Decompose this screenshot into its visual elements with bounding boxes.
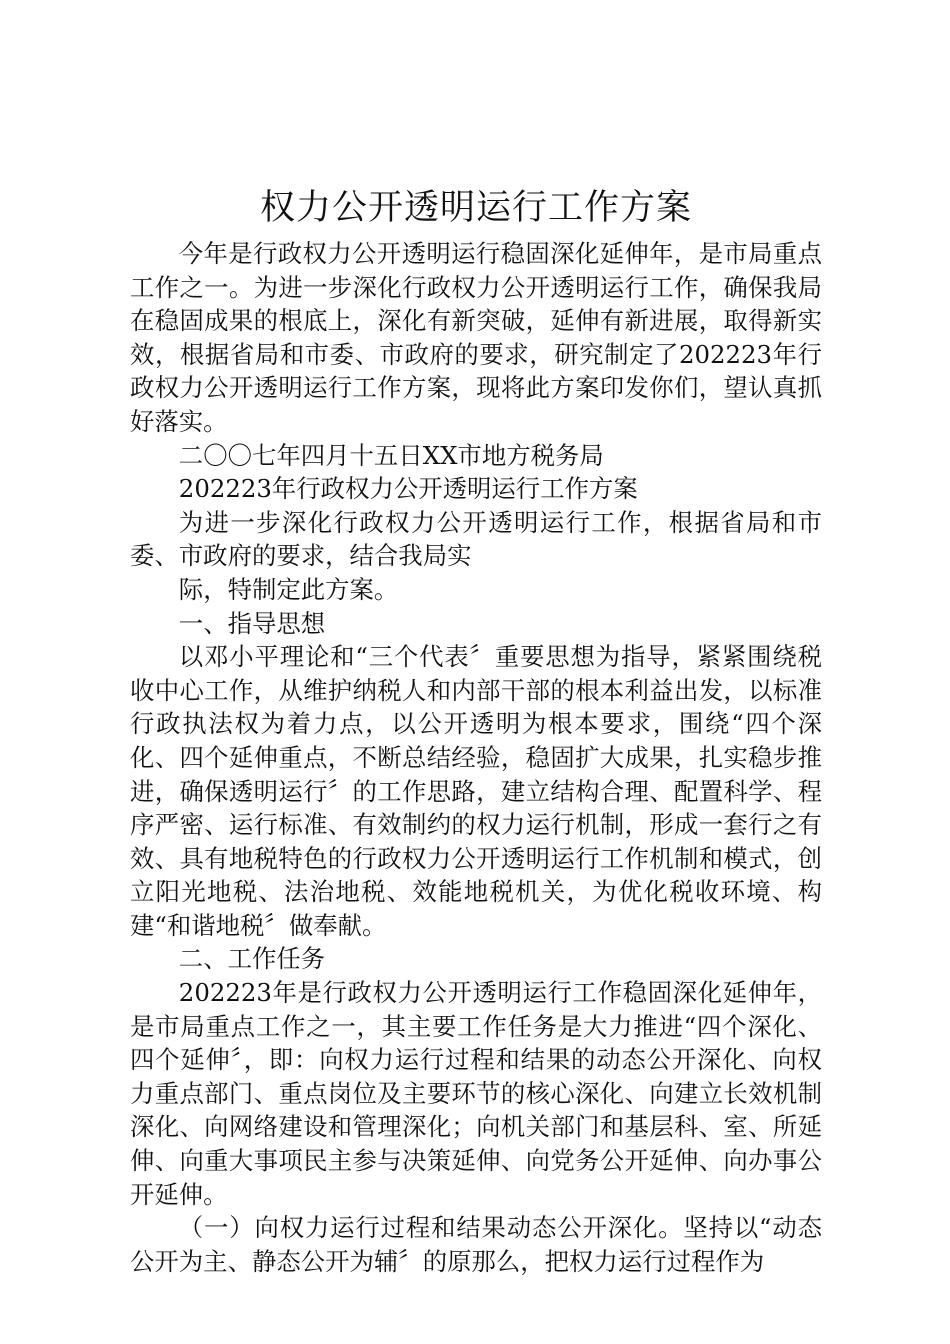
section-heading-work-tasks: 二、工作任务 [178, 944, 326, 974]
purpose-paragraph: 为进一步深化行政权力公开透明运行工作，根据省局和市委、市政府的要求，结合我局实 [130, 507, 822, 571]
work-tasks-paragraph: 202223年是行政权力公开透明运行工作稳固深化延伸年，是市局重点工作之一，其主要工作任务是大力推进“四个深化、四个延伸〞，即：向权力运行过程和结果的动态公开深化、向权力重点部门、重点岗位及主要环节的核心深化、向建立长效机制深化、向网络建设和管理深化；向机关部门和基层科、室、所延伸、向重大事项民主参与决策延伸、向党务公开延伸、向办事公开延伸。 [130, 978, 822, 1209]
document-page [130, 183, 822, 1278]
subsection-paragraph-1: （一）向权力运行过程和结果动态公开深化。坚持以“动态公开为主、静态公开为辅〞的原那么，把权力运行过程作为 [130, 1213, 822, 1276]
section-heading-guiding-ideology: 一、指导思想 [178, 608, 326, 638]
document-title: 权力公开透明运行工作方案 [259, 188, 692, 228]
date-issuer-line: 二〇〇七年四月十五日XX市地方税务局 [178, 440, 604, 470]
guiding-ideology-paragraph: 以邓小平理论和“三个代表〞重要思想为指导，紧紧围绕税收中心工作，从维护纳税人和内部干部的根本利益出发，以标准行政执法权为着力点，以公开透明为根本要求，围绕“四个深化、四个延伸重点，不断总结经验，稳固扩大成果，扎实稳步推进，确保透明运行〞的工作思路，建立结构合理、配置科学、程序严密、运行标准、有效制约的权力运行机制，形成一套行之有效、具有地税特色的行政权力公开透明运行工作机制和模式，创立阳光地税、法治地税、效能地税机关，为优化税收环境、构建“和谐地税〞做奉献。 [130, 642, 822, 940]
intro-paragraph: 今年是行政权力公开透明运行稳固深化延伸年，是市局重点工作之一。为进一步深化行政权力公开透明运行工作，确保我局在稳固成果的根底上，深化有新突破，延伸有新进展，取得新实效，根据省局和市委、市政府的要求，研究制定了202223年行政权力公开透明运行工作方案，现将此方案印发你们，望认真抓好落实。 [130, 239, 822, 436]
plan-title-line: 202223年行政权力公开透明运行工作方案 [178, 474, 638, 504]
purpose-continuation: 际，特制定此方案。 [178, 574, 399, 604]
